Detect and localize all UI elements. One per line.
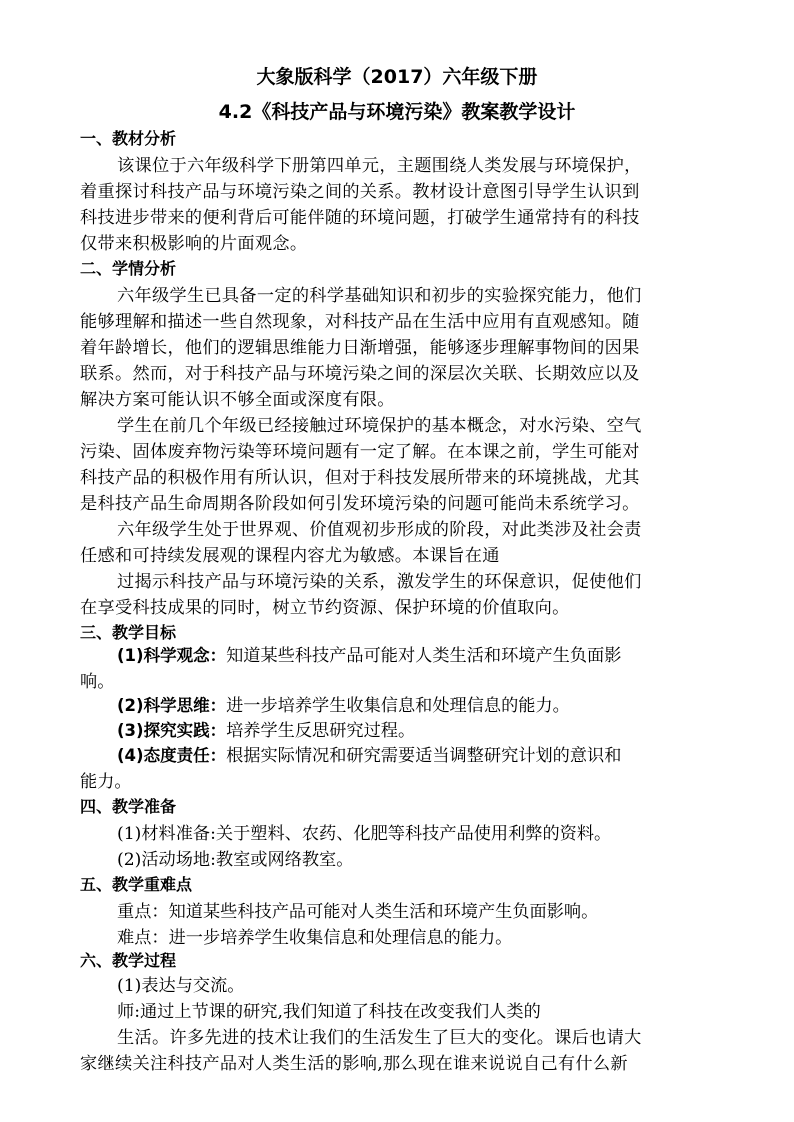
paragraph-line: 着年龄增长，他们的逻辑思维能力日渐增强，能够逐步理解事物间的因果 — [80, 338, 640, 358]
section-heading-key-points: 五、教学重难点 — [80, 875, 193, 894]
section-heading-materials: 一、教材分析 — [80, 129, 177, 148]
goal-text: 进一步培养学生收集信息和处理信息的能力。 — [226, 696, 570, 716]
paragraph-line: 能够理解和描述一些自然现象，对科技产品在生活中应用有直观感知。随 — [80, 312, 640, 332]
paragraph-line: 六年级学生已具备一定的科学基础知识和初步的实验探究能力，他们 — [117, 286, 642, 306]
paragraph-line: 污染、固体废弃物污染等环境问题有一定了解。在本课之前，学生可能对 — [80, 442, 640, 462]
goal-item-thinking — [117, 694, 570, 718]
goal-item-concept — [117, 644, 621, 668]
paragraph-line: 家继续关注科技产品对人类生活的影响,那么现在谁来说说自己有什么新 — [80, 1054, 628, 1074]
section-heading-students: 二、学情分析 — [80, 259, 177, 278]
paragraph-line: 解决方案可能认识不够全面或深度有限。 — [80, 390, 395, 410]
paragraph-line: 任感和可持续发展观的课程内容尤为敏感。本课旨在通 — [80, 546, 500, 566]
paragraph-line: 科技进步带来的便利背后可能伴随的环境问题，打破学生通常持有的科技 — [80, 208, 640, 228]
paragraph-line: (1)表达与交流。 — [117, 976, 245, 996]
paragraph-line: 六年级学生处于世界观、价值观初步形成的阶段，对此类涉及社会责 — [117, 520, 642, 540]
goal-text: 根据实际情况和研究需要适当调整研究计划的意识和 — [226, 746, 622, 766]
goal-label: (4)态度责任： — [117, 746, 227, 765]
document-subtitle: 4.2《科技产品与环境污染》教案教学设计 — [218, 101, 576, 123]
paragraph-line: 着重探讨科技产品与环境污染之间的关系。教材设计意图引导学生认识到 — [80, 182, 640, 202]
goal-text: 知道某些科技产品可能对人类生活和环境产生负面影 — [226, 646, 622, 666]
paragraph-line: (2)活动场地:教室或网络教室。 — [117, 850, 354, 870]
paragraph-line: (1)材料准备:关于塑料、农药、化肥等科技产品使用利弊的资料。 — [117, 824, 612, 844]
paragraph-line: 能力。 — [80, 772, 132, 792]
goal-label: (3)探究实践： — [117, 721, 227, 740]
goal-label: (2)科学思维： — [117, 696, 227, 715]
section-heading-process: 六、教学过程 — [80, 951, 177, 970]
paragraph-line: 响。 — [80, 672, 115, 692]
section-heading-preparation: 四、教学准备 — [80, 797, 177, 816]
goal-item-attitude — [117, 744, 621, 768]
paragraph-line: 过揭示科技产品与环境污染的关系，激发学生的环保意识，促使他们 — [117, 572, 642, 592]
paragraph-line: 学生在前几个年级已经接触过环境保护的基本概念，对水污染、空气 — [117, 416, 642, 436]
goal-text: 培养学生反思研究过程。 — [226, 721, 416, 741]
paragraph-line: 科技产品的积极作用有所认识，但对于科技发展所带来的环境挑战，尤其 — [80, 468, 640, 488]
section-heading-goals: 三、教学目标 — [80, 623, 177, 642]
paragraph-line: 联系。然而，对于科技产品与环境污染之间的深层次关联、长期效应以及 — [80, 364, 640, 384]
paragraph-line: 师:通过上节课的研究,我们知道了科技在改变我们人类的 — [117, 1002, 541, 1022]
goal-label: (1)科学观念： — [117, 646, 227, 665]
paragraph-line: 难点：进一步培养学生收集信息和处理信息的能力。 — [117, 928, 513, 948]
paragraph-line: 该课位于六年级科学下册第四单元，主题围绕人类发展与环境保护， — [117, 156, 642, 176]
paragraph-line: 是科技产品生命周期各阶段如何引发环境污染的问题可能尚未系统学习。 — [80, 494, 640, 514]
goal-item-practice — [117, 719, 415, 743]
document-title: 大象版科学（2017）六年级下册 — [256, 66, 538, 88]
paragraph-line: 在享受科技成果的同时，树立节约资源、保护环境的价值取向。 — [80, 598, 570, 618]
paragraph-line: 生活。许多先进的技术让我们的生活发生了巨大的变化。课后也请大 — [117, 1028, 642, 1048]
paragraph-line: 仅带来积极影响的片面观念。 — [80, 234, 308, 254]
paragraph-line: 重点：知道某些科技产品可能对人类生活和环境产生负面影响。 — [117, 902, 599, 922]
